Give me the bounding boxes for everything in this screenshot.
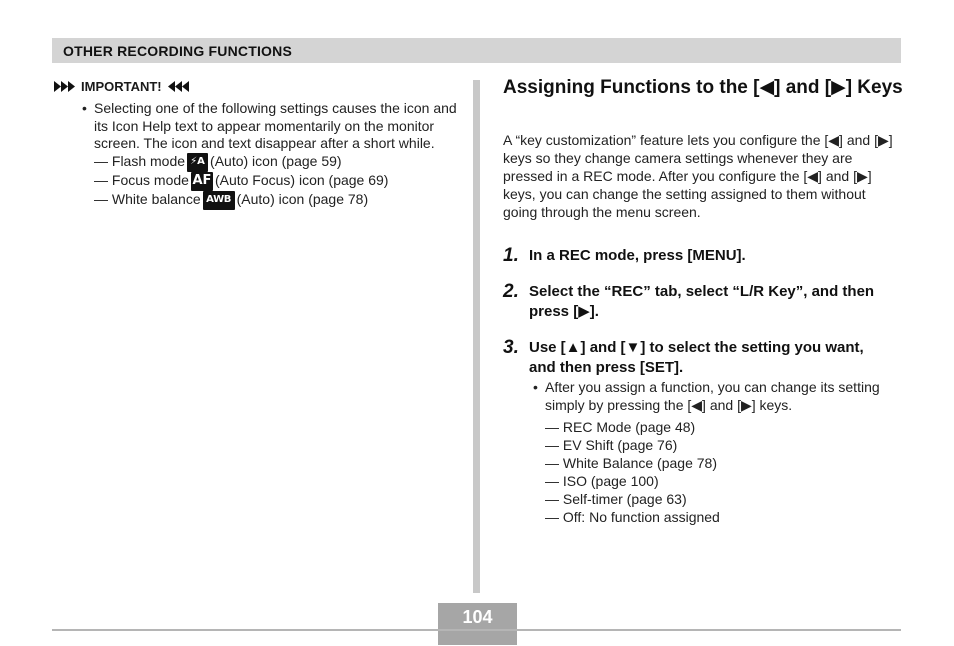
page-number: 104 (462, 607, 493, 627)
list-item: — Self-timer (page 63) (545, 491, 687, 507)
right-arrows-icon (54, 81, 76, 92)
step-text: In a REC mode, press [MENU]. (529, 247, 746, 264)
step-text: Use [▲] and [▼] to select the setting you want, and then press [SET]. (529, 339, 864, 376)
step-3-note: • After you assign a function, you can change its setting simply by pressing the [◀] and [▶] keys. (533, 378, 893, 414)
column-divider (473, 80, 480, 593)
page-number-box-tab (438, 631, 517, 645)
af-icon: AF (191, 172, 213, 191)
list-item: — REC Mode (page 48) (545, 419, 696, 435)
focus-mode-line: — Focus mode AF (Auto Focus) icon (page 69) (82, 172, 462, 191)
page-number-box (438, 603, 517, 629)
flash-auto-icon: ⚡A (187, 153, 208, 172)
white-balance-line: — White balance AWB (Auto) icon (page 78) (82, 191, 462, 210)
section-header-bar (52, 38, 901, 63)
list-item: — Off: No function assigned (545, 509, 720, 525)
step-2 (503, 282, 893, 322)
important-heading (54, 79, 189, 94)
flash-mode-line: — Flash mode ⚡A (Auto) icon (page 59) (82, 153, 462, 172)
list-item: — ISO (page 100) (545, 473, 659, 489)
step-1 (503, 246, 893, 266)
note-text: After you assign a function, you can change its setting simply by pressing the [◀] and [▶] keys. (545, 379, 880, 413)
step-number: 3. (503, 337, 519, 358)
awb-icon: AWB (203, 191, 235, 210)
important-label: IMPORTANT! (81, 79, 162, 94)
important-bullet: • Selecting one of the following settings causes the icon and its Icon Help text to appear momentarily on the monitor screen. The icon and text disappear after a short while. (82, 100, 462, 153)
list-item: — White Balance (page 78) (545, 455, 717, 471)
step-number: 1. (503, 245, 519, 266)
intro-paragraph: A “key customization” feature lets you configure the [◀] and [▶] keys so they change camera settings whenever they are pressed in a REC mode. After you configure the [◀] and [▶] keys, you can change the setting assigned to them without going through the menu screen. (503, 132, 893, 220)
step-text: Select the “REC” tab, select “L/R Key”, and then press [▶]. (529, 283, 875, 320)
list-item: — EV Shift (page 76) (545, 437, 678, 453)
function-options-list (545, 418, 885, 526)
important-notes (82, 100, 462, 210)
section-header-title: OTHER RECORDING FUNCTIONS (63, 43, 292, 59)
section-title: Assigning Functions to the [◀] and [▶] Keys (503, 77, 903, 98)
left-arrows-icon (167, 81, 189, 92)
important-bullet-text: Selecting one of the following settings causes the icon and its Icon Help text to appear momentarily on the monitor screen. The icon and text disappear after a short while. (94, 100, 457, 151)
step-3 (503, 338, 893, 378)
step-number: 2. (503, 281, 519, 302)
